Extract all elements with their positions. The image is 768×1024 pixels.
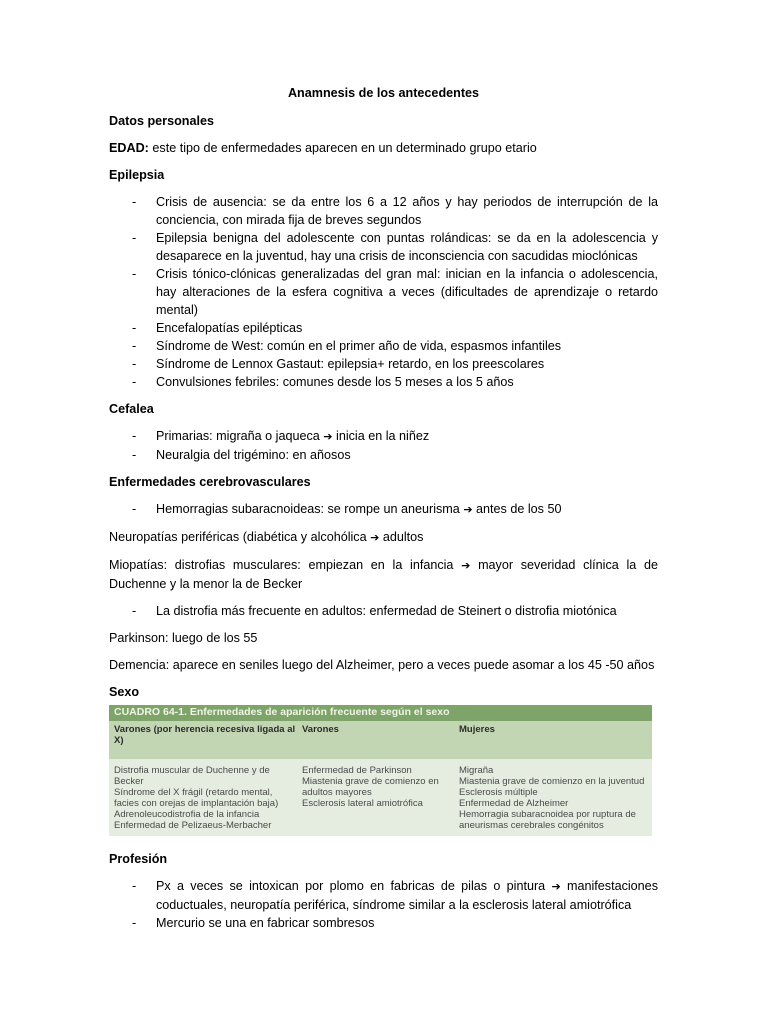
cuadro-line: Esclerosis múltiple (459, 787, 538, 798)
cuadro-line: Enfermedad de Alzheimer (459, 798, 569, 809)
cuadro-line: facies con orejas de implantación baja) (114, 798, 279, 809)
list-item-text: Hemorragias subaracnoideas: se rompe un aneurisma (156, 502, 464, 516)
list-item-text: inicia en la niñez (332, 429, 430, 443)
cuadro-header-row (109, 721, 652, 759)
list-miopatias (109, 602, 658, 620)
cuadro-line: Migraña (459, 765, 494, 776)
list-item: - Mercurio se una en fabricar sombresos (109, 914, 658, 932)
paragraph-parkinson: Parkinson: luego de los 55 (109, 631, 258, 645)
cuadro-line: aneurismas cerebrales congénitos (459, 820, 604, 831)
arrow-right-icon: ➔ (461, 559, 471, 572)
list-item: - Epilepsia benigna del adolescente con puntas rolándicas: se da en la adolescencia y desaparece en la juventud, hay una crisis de inconsciencia con sacudidas mioclónicas (109, 229, 658, 265)
list-item: - Encefalopatías epilépticas (109, 319, 658, 337)
cuadro-body-row (109, 759, 652, 836)
list-epilepsia (109, 193, 658, 391)
cuadro-header-cell: Varones (por herencia recesiva ligada al X) (114, 724, 296, 746)
edad-label: EDAD: (109, 141, 149, 155)
cuadro-line: Hemorragia subaracnoidea por ruptura de (459, 809, 636, 820)
cuadro-cell-varones (298, 765, 455, 831)
list-item-text: manifestaciones coductuales, neuropatía periférica, síndrome similar a la esclerosis lateral amiotrófica (156, 879, 658, 912)
cuadro-line: Adrenoleucodistrofia de la infancia (114, 809, 260, 820)
cuadro-line: Enfermedad de Pelizaeus-Merbacher (114, 820, 272, 831)
paragraph-neuropatias (109, 528, 658, 547)
cuadro-line: Distrofia muscular de Duchenne y de (114, 765, 270, 776)
cuadro-table (109, 705, 652, 836)
arrow-right-icon: ➔ (463, 503, 473, 516)
cuadro-line: Síndrome del X frágil (retardo mental, (114, 787, 273, 798)
list-item-text: Primarias: migraña o jaqueca (156, 429, 324, 443)
paragraph-text: Miopatías: distrofias musculares: empiezan en la infancia (109, 558, 462, 572)
cuadro-line: Becker (114, 776, 144, 787)
paragraph-edad (109, 139, 658, 157)
list-item (109, 877, 658, 914)
cuadro-cell-mujeres (455, 765, 652, 831)
paragraph-miopatias (109, 556, 658, 593)
list-item: - Crisis tónico-clónicas generalizadas del gran mal: inician en la infancia o adolescencia, hay alteraciones de la esfera cognitiva a veces (dificultades de aprendizaje o retardo mental) (109, 265, 658, 319)
heading-cerebrovasculares: Enfermedades cerebrovasculares (109, 475, 311, 489)
heading-profesion: Profesión (109, 852, 168, 866)
list-item: - Síndrome de Lennox Gastaut: epilepsia+ retardo, en los preescolares (109, 355, 658, 373)
cuadro-line: Enfermedad de Parkinson (302, 765, 412, 776)
paragraph-demencia: Demencia: aparece en seniles luego del Alzheimer, pero a veces puede asomar a los 45 -50 años (109, 658, 655, 672)
paragraph-text: mayor severidad clínica la de Duchenne y la menor la de Becker (109, 558, 658, 591)
paragraph-text: Neuropatías periféricas (diabética y alcohólica (109, 530, 371, 544)
paragraph-text: adultos (379, 530, 424, 544)
edad-text: este tipo de enfermedades aparecen en un determinado grupo etario (148, 141, 537, 155)
arrow-right-icon: ➔ (551, 880, 561, 893)
cuadro-title: CUADRO 64-1. Enfermedades de aparición frecuente según el sexo (109, 705, 652, 721)
list-cefalea (109, 427, 658, 464)
list-item: - Convulsiones febriles: comunes desde los 5 meses a los 5 años (109, 373, 658, 391)
cuadro-header-cell: Mujeres (459, 724, 495, 735)
list-item: - Crisis de ausencia: se da entre los 6 a 12 años y hay periodos de interrupción de la conciencia, con mirada fija de breves segundos (109, 193, 658, 229)
cuadro-header-cell: Varones (302, 724, 339, 735)
cuadro-line: adultos mayores (302, 787, 372, 798)
list-item-text: Px a veces se intoxican por plomo en fabricas de pilas o pintura (156, 879, 552, 893)
list-cerebrovasculares (109, 500, 658, 519)
list-item: - La distrofia más frecuente en adultos: enfermedad de Steinert o distrofia miotónica (109, 602, 658, 620)
list-item: - Neuralgia del trigémino: en añosos (109, 446, 658, 464)
list-item: - Síndrome de West: común en el primer año de vida, espasmos infantiles (109, 337, 658, 355)
heading-cefalea: Cefalea (109, 402, 154, 416)
heading-sexo: Sexo (109, 685, 140, 699)
document-content (109, 84, 658, 941)
list-profesion (109, 877, 658, 932)
list-item-text: antes de los 50 (472, 502, 562, 516)
cuadro-line: Esclerosis lateral amiotrófica (302, 798, 423, 809)
list-item (109, 427, 658, 446)
heading-datos-personales: Datos personales (109, 114, 214, 128)
cuadro-line: Miastenia grave de comienzo en (302, 776, 439, 787)
heading-epilepsia: Epilepsia (109, 168, 165, 182)
arrow-right-icon: ➔ (370, 531, 380, 544)
arrow-right-icon: ➔ (323, 430, 333, 443)
cuadro-cell-varones-x (109, 765, 298, 831)
cuadro-line: Miastenia grave de comienzo en la juventud (459, 776, 645, 787)
list-item (109, 500, 658, 519)
document-title: Anamnesis de los antecedentes (287, 86, 480, 100)
